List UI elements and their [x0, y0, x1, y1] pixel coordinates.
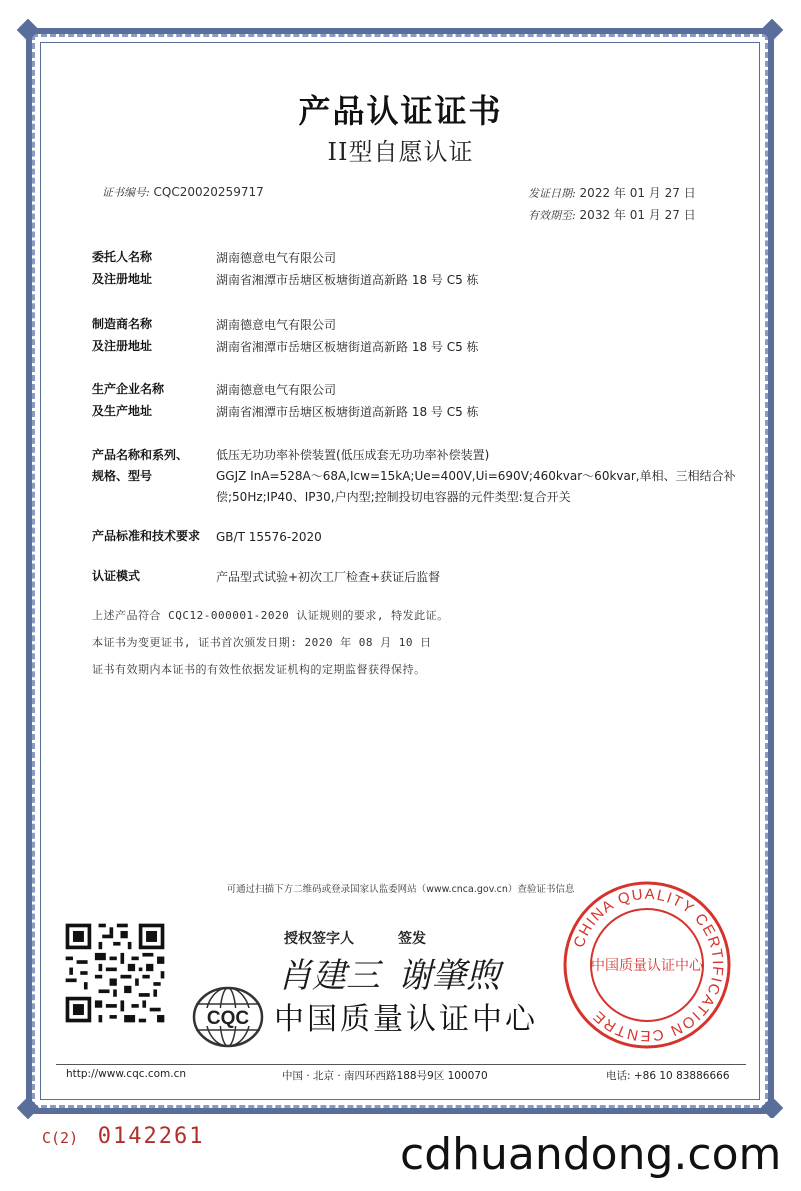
verify-text: 可通过扫描下方二维码或登录国家认监委网站（www.cnca.gov.cn）查验证书信息 [226, 884, 575, 895]
serial-code: C(2) [42, 1129, 79, 1147]
product-line: GGJZ InA=528A～68A,Icw=15kA;Ue=400V,Ui=690V;460kvar～60kvar,单相、三相结合补 [216, 469, 736, 483]
footer-phone: 电话: +86 10 83886666 [606, 1070, 730, 1082]
standard-value: GB/T 15576-2020 [216, 530, 322, 544]
factory-name-label: 生产企业名称 [92, 382, 165, 396]
maker-addr-value: 湖南省湘潭市岳塘区板塘街道高新路 18 号 C5 栋 [216, 340, 479, 354]
issue-date [528, 184, 696, 201]
client-name-label: 委托人名称 [92, 250, 153, 264]
note-line: 证书有效期内本证书的有效性依据发证机构的定期监督获得保持。 [92, 663, 426, 676]
factory-name-value: 湖南德意电气有限公司 [216, 383, 337, 397]
org-name: 中国质量认证中心 [274, 1002, 538, 1037]
maker-name-value: 湖南德意电气有限公司 [216, 318, 337, 332]
note-line: 本证书为变更证书, 证书首次颁发日期: 2020 年 08 月 10 日 [92, 636, 432, 649]
seal-ring-text: CHINA QUALITY CERTIFICATION CENTRE [570, 885, 727, 1045]
standard-label: 产品标准和技术要求 [92, 529, 201, 543]
authorized-signature: 肖建三 [278, 956, 380, 996]
product-label-line: 规格、型号 [92, 469, 153, 483]
issue-date-label: 发证日期: [528, 187, 576, 200]
cqc-logo-icon [190, 984, 266, 1050]
qr-code[interactable] [62, 920, 168, 1026]
client-addr-value: 湖南省湘潭市岳塘区板塘街道高新路 18 号 C5 栋 [216, 273, 479, 287]
watermark-text: cdhuandong.com [392, 1118, 801, 1191]
footer-address: 中国 · 北京 · 南四环西路188号9区 100070 [282, 1070, 488, 1082]
note-line: 上述产品符合 CQC12-000001-2020 认证规则的要求, 特发此证。 [92, 609, 449, 622]
issuer-signature: 谢肇煦 [398, 956, 500, 996]
expire-date [528, 206, 696, 223]
mode-value: 产品型式试验+初次工厂检查+获证后监督 [216, 570, 441, 584]
factory-addr-label: 及生产地址 [92, 404, 153, 418]
cqc-logo-text: CQC [206, 1008, 250, 1029]
factory-addr-value: 湖南省湘潭市岳塘区板塘街道高新路 18 号 C5 栋 [216, 405, 479, 419]
serial-number [42, 1124, 204, 1149]
product-value [216, 445, 756, 508]
issue-date-value: 2022 年 01 月 27 日 [579, 186, 696, 200]
product-label-line: 产品名称和系列、 [92, 448, 189, 462]
seal-center-text: 中国质量认证中心 [591, 958, 703, 974]
client-name-value: 湖南德意电气有限公司 [216, 251, 337, 265]
certification-seal [562, 880, 732, 1050]
expire-date-value: 2032 年 01 月 27 日 [579, 208, 696, 222]
certificate-subtitle: II型自愿认证 [327, 138, 474, 166]
mode-label: 认证模式 [92, 569, 141, 583]
client-addr-label: 及注册地址 [92, 272, 153, 286]
serial-value: 0142261 [97, 1124, 205, 1149]
cert-number-label: 证书编号: [102, 186, 150, 199]
authorized-signer-label: 授权签字人 [284, 931, 354, 947]
footer-website[interactable]: http://www.cqc.com.cn [66, 1068, 187, 1080]
cert-number [102, 184, 264, 200]
footer-divider [56, 1064, 746, 1065]
product-line: 偿;50Hz;IP40、IP30,户内型;控制投切电容器的元件类型:复合开关 [216, 490, 571, 504]
cert-number-value: CQC20020259717 [153, 185, 264, 199]
maker-addr-label: 及注册地址 [92, 339, 153, 353]
maker-name-label: 制造商名称 [92, 317, 153, 331]
product-label [92, 445, 212, 487]
product-line: 低压无功功率补偿装置(低压成套无功功率补偿装置) [216, 448, 490, 462]
certificate-title: 产品认证证书 [298, 92, 503, 130]
expire-date-label: 有效期至: [528, 209, 576, 222]
issuer-label: 签发 [398, 931, 426, 947]
